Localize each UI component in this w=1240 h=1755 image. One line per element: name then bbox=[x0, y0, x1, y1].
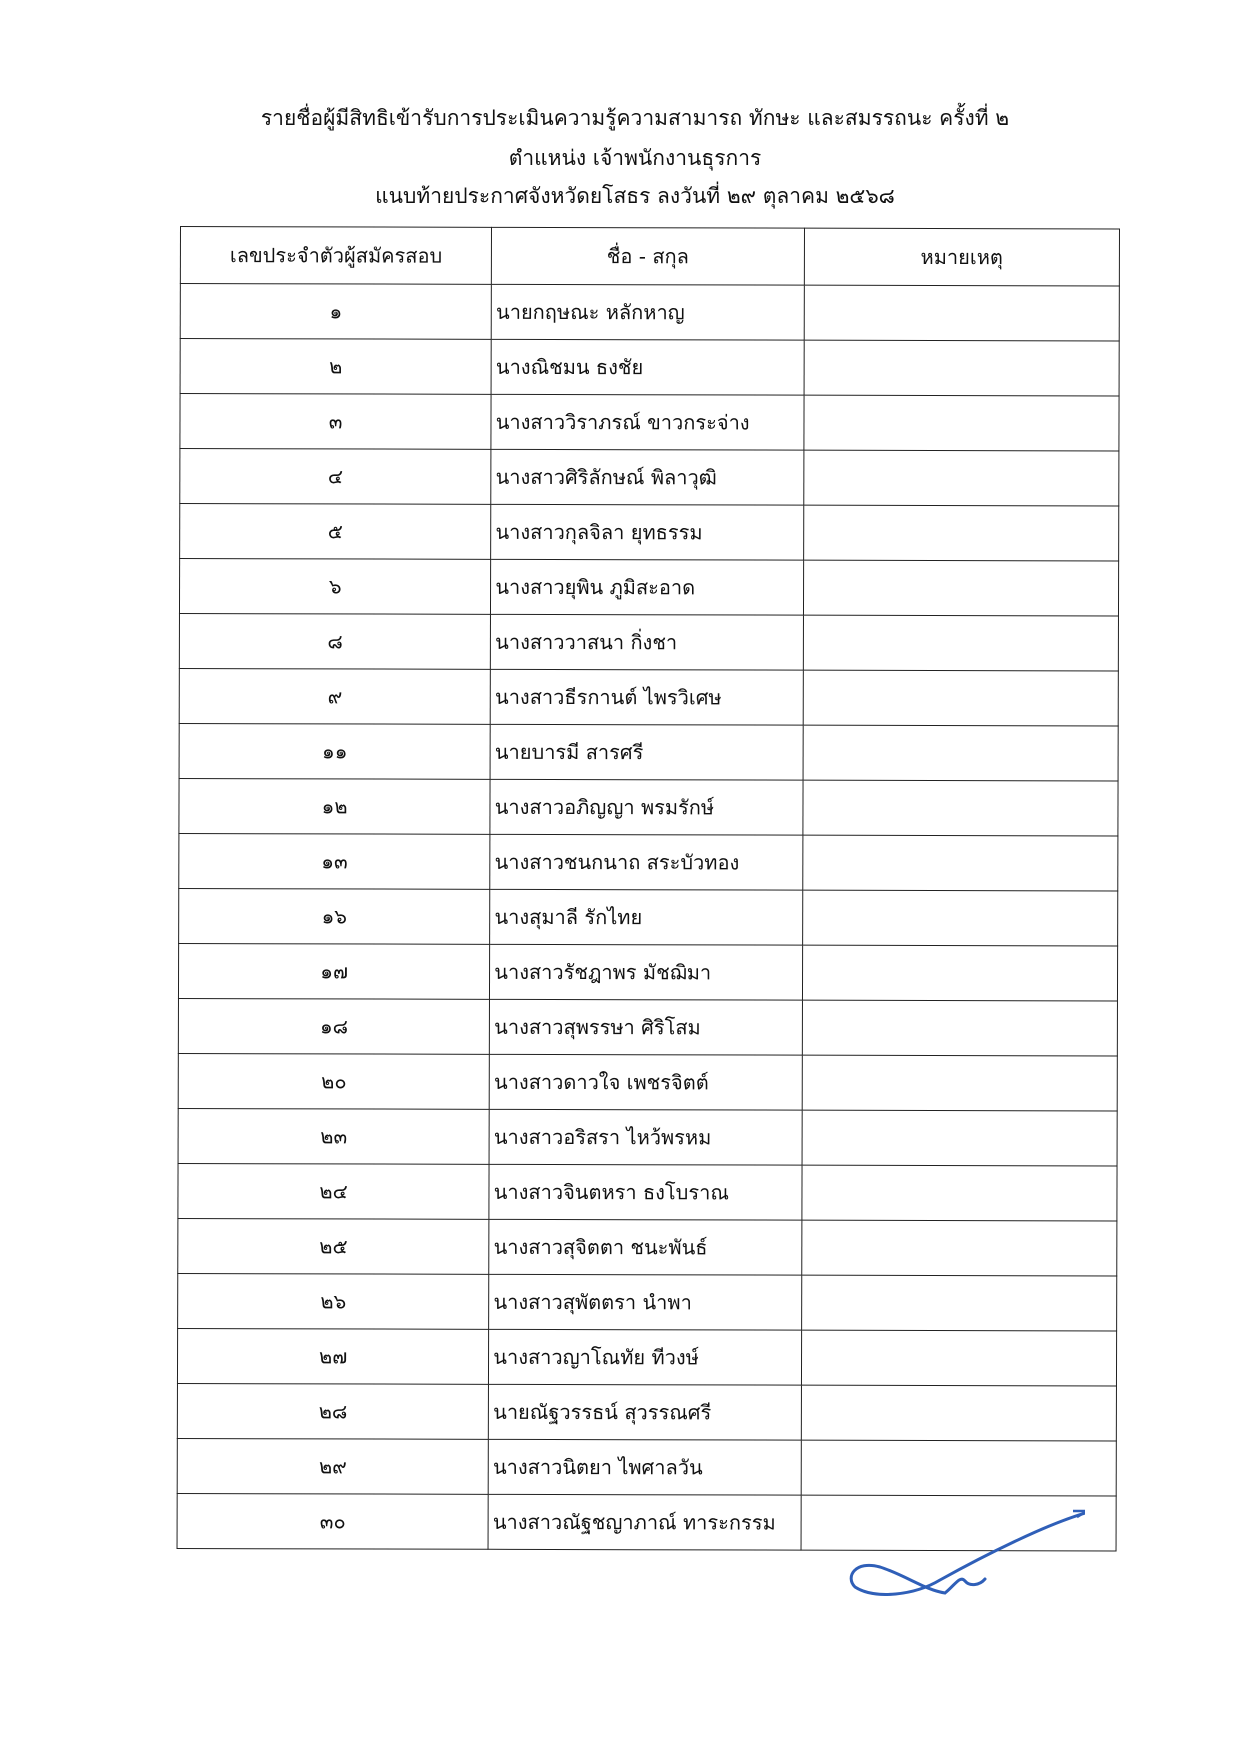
candidate-id: ๑๘ bbox=[178, 998, 489, 1054]
candidate-name: นางสาวอภิญญา พรมรักษ์ bbox=[490, 779, 803, 835]
table-row bbox=[179, 723, 1118, 780]
remarks-cell bbox=[801, 1220, 1117, 1276]
candidate-name: นางสาวสุพรรษา ศิริโสม bbox=[490, 999, 803, 1055]
candidate-name: นางสาวยุพิน ภูมิสะอาด bbox=[491, 559, 804, 615]
candidate-id: ๒๕ bbox=[178, 1218, 489, 1274]
candidate-name: นายณัฐวรรธน์ สุวรรณศรี bbox=[489, 1384, 802, 1440]
remarks-cell bbox=[804, 340, 1120, 396]
candidate-id: ๑ bbox=[180, 284, 491, 340]
candidate-name: นางสาวสุจิตตา ชนะพันธ์ bbox=[489, 1219, 802, 1275]
table-row bbox=[179, 614, 1118, 671]
remarks-cell bbox=[802, 1055, 1118, 1111]
candidate-id: ๑๑ bbox=[179, 723, 490, 779]
candidate-name: นางสาวชนกนาถ สระบัวทอง bbox=[490, 834, 803, 890]
remarks-cell bbox=[803, 560, 1119, 616]
candidate-id: ๘ bbox=[179, 614, 490, 670]
table-row bbox=[180, 449, 1119, 506]
table-row bbox=[178, 998, 1117, 1055]
candidate-name: นายกฤษณะ หลักหาญ bbox=[491, 284, 804, 340]
remarks-cell bbox=[802, 945, 1118, 1001]
remarks-cell bbox=[801, 1275, 1117, 1331]
candidate-id: ๑๗ bbox=[178, 943, 489, 999]
candidate-name: นางสาวณัฐชญาภาณ์ ทาระกรรม bbox=[488, 1494, 801, 1550]
remarks-cell bbox=[802, 835, 1118, 891]
remarks-cell bbox=[801, 1440, 1117, 1496]
remarks-cell bbox=[803, 670, 1119, 726]
header-candidate-id: เลขประจำตัวผู้สมัครสอบ bbox=[180, 227, 491, 285]
table-row bbox=[178, 1273, 1117, 1330]
document-title: รายชื่อผู้มีสิทธิเข้ารับการประเมินความรู้ความสามารถ ทักษะ และสมรรถนะ ครั้งที่ ๒ bbox=[260, 106, 1010, 130]
remarks-cell bbox=[802, 890, 1118, 946]
header-full-name: ชื่อ - สกุล bbox=[492, 227, 805, 285]
remarks-cell bbox=[803, 450, 1119, 506]
candidate-id: ๙ bbox=[179, 668, 490, 724]
candidate-name: นางสาวจินตหรา ธงโบราณ bbox=[489, 1164, 802, 1220]
candidate-id: ๒๗ bbox=[177, 1328, 488, 1384]
table-row bbox=[178, 1163, 1117, 1220]
table-row bbox=[177, 1328, 1116, 1385]
table-row bbox=[179, 778, 1118, 835]
table-row bbox=[180, 504, 1119, 561]
table-row bbox=[179, 668, 1118, 725]
candidate-id: ๑๒ bbox=[179, 778, 490, 834]
candidate-id: ๓ bbox=[180, 394, 491, 450]
table-row bbox=[179, 559, 1118, 616]
candidate-name: นายบารมี สารศรี bbox=[490, 724, 803, 780]
candidate-name: นางสาวญาโณทัย ทีวงษ์ bbox=[489, 1329, 802, 1385]
remarks-cell bbox=[801, 1385, 1117, 1441]
candidate-id: ๑๖ bbox=[179, 888, 490, 944]
candidate-id: ๒๔ bbox=[178, 1163, 489, 1219]
candidate-name: นางสาวรัชฎาพร มัชฌิมา bbox=[490, 944, 803, 1000]
table-row bbox=[179, 833, 1118, 890]
candidate-name: นางสาวธีรกานต์ ไพรวิเศษ bbox=[490, 669, 803, 725]
candidate-name: นางสาววิราภรณ์ ขาวกระจ่าง bbox=[491, 394, 804, 450]
candidate-id: ๒๐ bbox=[178, 1053, 489, 1109]
table-row bbox=[178, 1108, 1117, 1165]
remarks-cell bbox=[803, 725, 1119, 781]
candidate-id: ๖ bbox=[179, 559, 490, 615]
candidate-name: นางสาววาสนา กิ่งชา bbox=[491, 614, 804, 670]
remarks-cell bbox=[802, 1165, 1118, 1221]
remarks-cell bbox=[801, 1330, 1117, 1386]
remarks-cell bbox=[803, 780, 1119, 836]
table-row bbox=[180, 339, 1119, 396]
candidate-name: นางสาวศิริลักษณ์ พิลาวุฒิ bbox=[491, 449, 804, 505]
table-header-row bbox=[180, 227, 1119, 286]
candidate-id: ๔ bbox=[180, 449, 491, 505]
candidate-name: นางณิชมน ธงชัย bbox=[491, 339, 804, 395]
candidate-id: ๓๐ bbox=[177, 1493, 488, 1549]
announcement-reference: แนบท้ายประกาศจังหวัดยโสธร ลงวันที่ ๒๙ ตุลาคม ๒๕๖๘ bbox=[375, 184, 895, 208]
candidate-name: นางสาวดาวใจ เพชรจิตต์ bbox=[489, 1054, 802, 1110]
candidate-table bbox=[177, 226, 1120, 1551]
table-row bbox=[180, 284, 1119, 341]
table-row bbox=[178, 943, 1117, 1000]
candidate-id: ๑๓ bbox=[179, 833, 490, 889]
table-row bbox=[179, 888, 1118, 945]
candidate-name: นางสาวสุพัตตรา นำพา bbox=[489, 1274, 802, 1330]
candidate-id: ๒๙ bbox=[177, 1438, 488, 1494]
table-row bbox=[178, 1053, 1117, 1110]
signature bbox=[845, 1505, 1085, 1605]
remarks-cell bbox=[803, 505, 1119, 561]
header-remarks: หมายเหตุ bbox=[804, 228, 1120, 286]
candidate-name: นางสาวอริสรา ไหว้พรหม bbox=[489, 1109, 802, 1165]
remarks-cell bbox=[802, 1110, 1118, 1166]
remarks-cell bbox=[803, 615, 1119, 671]
candidate-id: ๒๘ bbox=[177, 1383, 488, 1439]
candidate-id: ๕ bbox=[180, 504, 491, 560]
candidate-id: ๒ bbox=[180, 339, 491, 395]
table-row bbox=[177, 1438, 1116, 1495]
table-row bbox=[178, 1218, 1117, 1275]
remarks-cell bbox=[802, 1000, 1118, 1056]
candidate-name: นางสาวกุลจิลา ยุทธรรม bbox=[491, 504, 804, 560]
remarks-cell bbox=[804, 285, 1120, 341]
table-row bbox=[177, 1383, 1116, 1440]
candidate-id: ๒๖ bbox=[178, 1273, 489, 1329]
candidate-name: นางสุมาลี รักไทย bbox=[490, 889, 803, 945]
candidate-id: ๒๓ bbox=[178, 1108, 489, 1164]
remarks-cell bbox=[804, 395, 1120, 451]
table-row bbox=[180, 394, 1119, 451]
position-title: ตำแหน่ง เจ้าพนักงานธุรการ bbox=[508, 146, 762, 170]
candidate-name: นางสาวนิตยา ไพศาลวัน bbox=[488, 1439, 801, 1495]
